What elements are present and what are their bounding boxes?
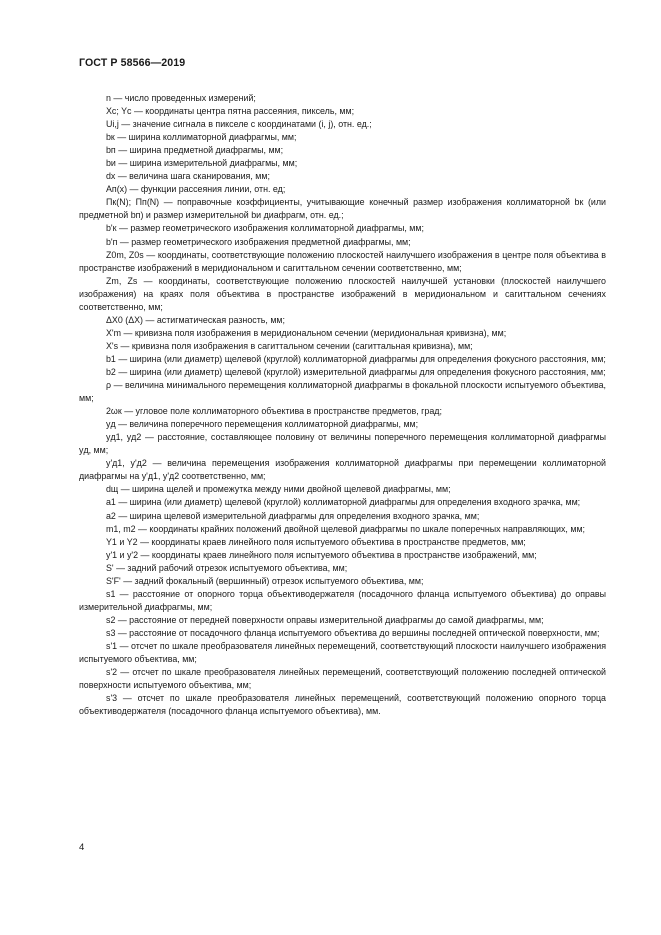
definition-item: dщ — ширина щелей и промежутка между ними двойной щелевой диафрагмы, мм; (106, 484, 451, 495)
definition-item: s'3 — отсчет по шкале преобразователя линейных перемещений, соответствующий положению опорного торца объективодержателя (посадочного фланца испытуемого объектива), мм. (79, 693, 606, 717)
definition-item: s'2 — отсчет по шкале преобразователя линейных перемещений, соответствующий положению последней оптической поверхности испытуемого объектива, мм; (79, 667, 606, 691)
definition-item: b'к — размер геометрического изображения коллиматорной диафрагмы, мм; (106, 223, 424, 234)
definitions-list (79, 92, 606, 718)
definition-item: a2 — ширина щелевой измерительной диафрагмы для определения входного зрачка, мм; (106, 510, 480, 521)
definition-item: X's — кривизна поля изображения в сагиттальном сечении (сагиттальная кривизна), мм; (106, 340, 473, 351)
definition-item: bи — ширина измерительной диафрагмы, мм; (106, 158, 298, 169)
definition-item: ρ — величина минимального перемещения коллиматорной диафрагмы в фокальной плоскости испытуемого объектива, мм; (79, 380, 606, 404)
definition-item: s2 — расстояние от передней поверхности оправы измерительной диафрагмы до самой диафрагмы, мм; (106, 614, 544, 625)
definition-item: Z0m, Z0s — координаты, соответствующие положению плоскостей наилучшего изображения в центре поля объектива в пространстве изображений в меридиональном и сагиттальном сечении соответственно, мм; (79, 249, 606, 273)
page-number: 4 (79, 842, 85, 853)
definition-item: n — число проведенных измерений; (106, 93, 256, 103)
definition-item: Zm, Zs — координаты, соответствующие положению плоскостей наилучшей установки (плоскостей наилучшего изображения) на краях поля объектива в пространстве изображений в меридиональном и сагиттальном сечениях соответственно, мм; (79, 275, 606, 312)
definition-item: a1 — ширина (или диаметр) щелевой (круглой) коллиматорной диафрагмы для определения входного зрачка, мм; (106, 497, 581, 508)
definition-item: yд1, yд2 — расстояние, составляющее половину от величины поперечного перемещения коллиматорной диафрагмы yд, мм; (79, 432, 606, 456)
standard-header: ГОСТ Р 58566—2019 (79, 57, 186, 69)
definition-item: b2 — ширина (или диаметр) щелевой (круглой) измерительной диафрагмы для определения фокусного расстояния, мм; (106, 366, 606, 377)
definition-item: b'п — размер геометрического изображения предметной диафрагмы, мм; (106, 236, 411, 247)
definition-item: Aп(x) — функции рассеяния линии, отн. ед; (106, 184, 286, 195)
definition-item: bк — ширина коллиматорной диафрагмы, мм; (106, 132, 297, 143)
definition-item: s'1 — отсчет по шкале преобразователя линейных перемещений, соответствующий плоскости наилучшего изображения испытуемого объектива, мм; (79, 640, 606, 665)
definition-item: y'д1, y'д2 — величина перемещения изображения коллиматорной диафрагмы при перемещении коллиматорной диафрагмы на y'д1, y'д2 соответственно, мм; (79, 458, 606, 482)
definition-item: ΔX0 (ΔX) — астигматическая разность, мм; (106, 314, 285, 325)
definition-item: m1, m2 — координаты крайних положений двойной щелевой диафрагмы по шкале поперечных направляющих, мм; (106, 523, 586, 534)
definition-item: Xc; Yc — координаты центра пятна рассеяния, пиксель, мм; (106, 106, 355, 117)
definition-item: Пк(N); Пп(N) — поправочные коэффициенты, учитывающие конечный размер изображения коллиматорной bк (или предметной bп) и размер измерительной bи диафрагм, отн. ед.; (79, 197, 606, 221)
definition-item: s3 — расстояние от посадочного фланца испытуемого объектива до вершины последней оптической поверхности, мм; (106, 627, 600, 638)
definition-item: yд — величина поперечного перемещения коллиматорной диафрагмы, мм; (106, 419, 419, 430)
definition-item: Y1 и Y2 — координаты краев линейного поля испытуемого объектива в пространстве предметов, мм; (106, 536, 526, 547)
definition-item: Ui,j — значение сигнала в пикселе с координатами (i, j), отн. ед.; (106, 119, 372, 130)
definition-item: dx — величина шага сканирования, мм; (106, 171, 270, 182)
definition-item: b1 — ширина (или диаметр) щелевой (круглой) коллиматорной диафрагмы для определения фокусного расстояния, мм; (106, 353, 606, 364)
definition-item: S'F' — задний фокальный (вершинный) отрезок испытуемого объектива, мм; (106, 575, 424, 586)
definition-item: s1 — расстояние от опорного торца объективодержателя (посадочного фланца испытуемого объектива) до оправы измерительной диафрагмы, мм; (79, 588, 606, 612)
definition-item: bп — ширина предметной диафрагмы, мм; (106, 145, 284, 156)
definition-item: 2ωк — угловое поле коллиматорного объектива в пространстве предметов, град; (106, 406, 442, 417)
definition-item: X'm — кривизна поля изображения в меридиональном сечении (меридиональная кривизна), мм; (106, 327, 507, 338)
definition-item: S' — задний рабочий отрезок испытуемого объектива, мм; (106, 562, 348, 573)
definition-item: y'1 и y'2 — координаты краев линейного поля испытуемого объектива в пространстве изображений, мм; (106, 549, 537, 560)
